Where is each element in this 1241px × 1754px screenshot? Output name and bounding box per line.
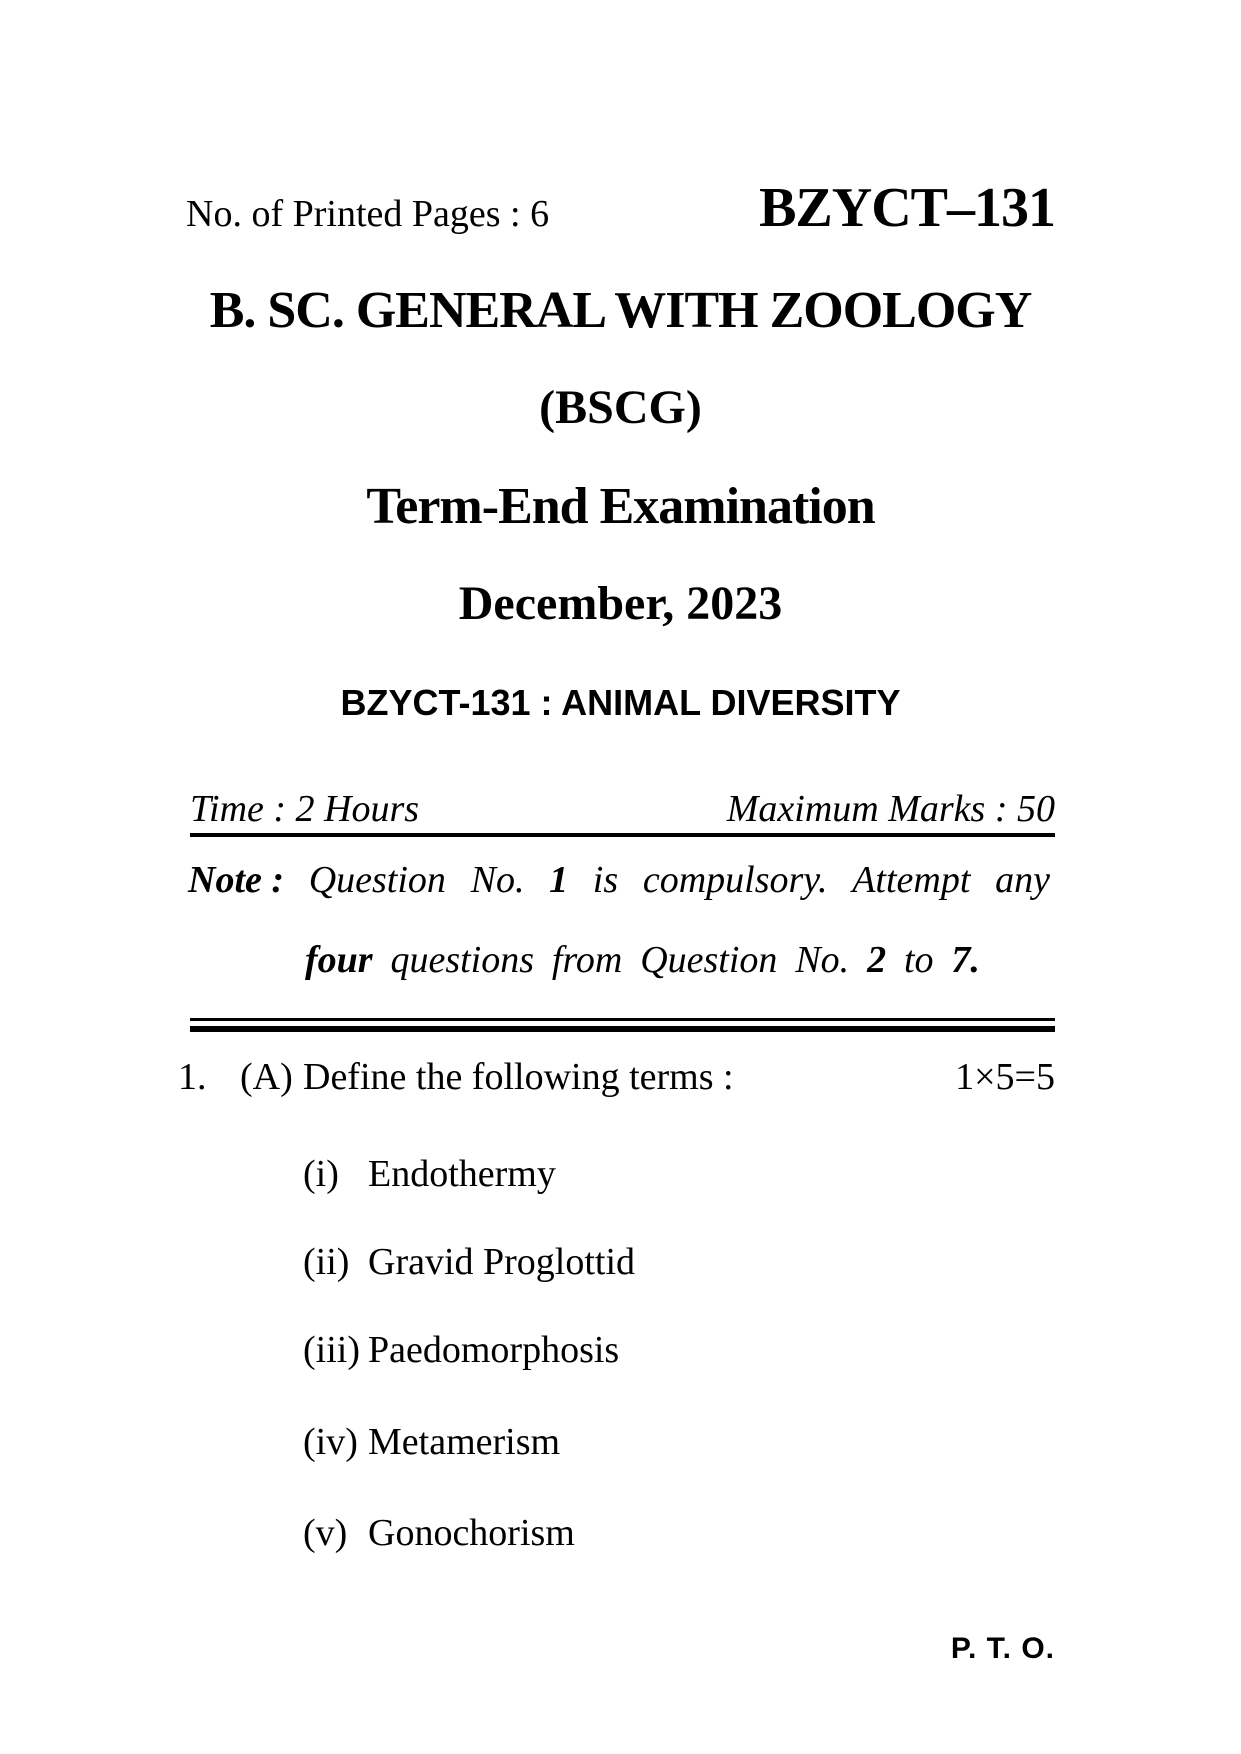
term-item-number: (i) — [303, 1153, 339, 1195]
page-header — [186, 176, 1055, 240]
term-item — [0, 1328, 1241, 1376]
question-1-header — [178, 1055, 1055, 1103]
program-abbreviation: (BSCG) — [539, 381, 702, 434]
term-item — [0, 1420, 1241, 1468]
note-word: Question — [308, 859, 446, 901]
question-part-label: (A) — [240, 1056, 293, 1098]
note-word-emphasis: 7. — [951, 939, 980, 981]
term-item-number: (iii) — [303, 1329, 360, 1371]
program-title: B. SC. GENERAL WITH ZOOLOGY — [209, 282, 1032, 339]
note-word: No. — [470, 859, 525, 901]
exam-session: December, 2023 — [458, 577, 783, 630]
term-item-number: (iv) — [303, 1421, 358, 1463]
term-item-text: Paedomorphosis — [368, 1329, 620, 1371]
question-number: 1. — [178, 1056, 207, 1098]
term-item-text: Gravid Proglottid — [368, 1241, 636, 1283]
term-item-number: (v) — [303, 1512, 348, 1554]
double-rule — [190, 1018, 1055, 1032]
note-word: is — [592, 859, 619, 901]
note-word: from — [551, 939, 623, 981]
note-word: compulsory. — [642, 859, 828, 901]
note-word: questions — [390, 939, 535, 981]
question-marks: 1×5=5 — [955, 1056, 1055, 1098]
subject-line: BZYCT-131 : ANIMAL DIVERSITY — [340, 682, 901, 723]
time-marks-row — [190, 787, 1055, 831]
note-line-2 — [305, 938, 980, 982]
term-item-text: Metamerism — [368, 1421, 561, 1463]
note-word: any — [995, 859, 1050, 901]
term-item — [0, 1511, 1241, 1559]
term-item-number: (ii) — [303, 1241, 350, 1283]
note-word-emphasis: 2 — [867, 939, 887, 981]
note-word-emphasis: 1 — [549, 859, 569, 901]
term-item-text: Endothermy — [368, 1153, 556, 1195]
printed-pages-label: No. of Printed Pages : 6 — [186, 193, 550, 235]
note-word-emphasis: four — [305, 939, 373, 981]
note-word: to — [903, 939, 934, 981]
maximum-marks: Maximum Marks : 50 — [726, 788, 1055, 830]
term-item — [0, 1240, 1241, 1288]
note-line-1 — [188, 858, 1050, 902]
note-label: Note : — [188, 859, 285, 901]
term-item-text: Gonochorism — [368, 1512, 575, 1554]
time-allowed: Time : 2 Hours — [190, 788, 420, 830]
note-word: Attempt — [852, 859, 971, 901]
question-prompt: Define the following terms : — [303, 1056, 734, 1098]
exam-name: Term-End Examination — [366, 478, 875, 535]
horizontal-rule — [190, 833, 1055, 837]
note-word: Question — [640, 939, 778, 981]
paper-code: BZYCT–131 — [759, 177, 1055, 239]
page-turn-over-label: P. T. O. — [950, 1632, 1055, 1665]
term-item — [0, 1152, 1241, 1200]
note-word: No. — [795, 939, 850, 981]
